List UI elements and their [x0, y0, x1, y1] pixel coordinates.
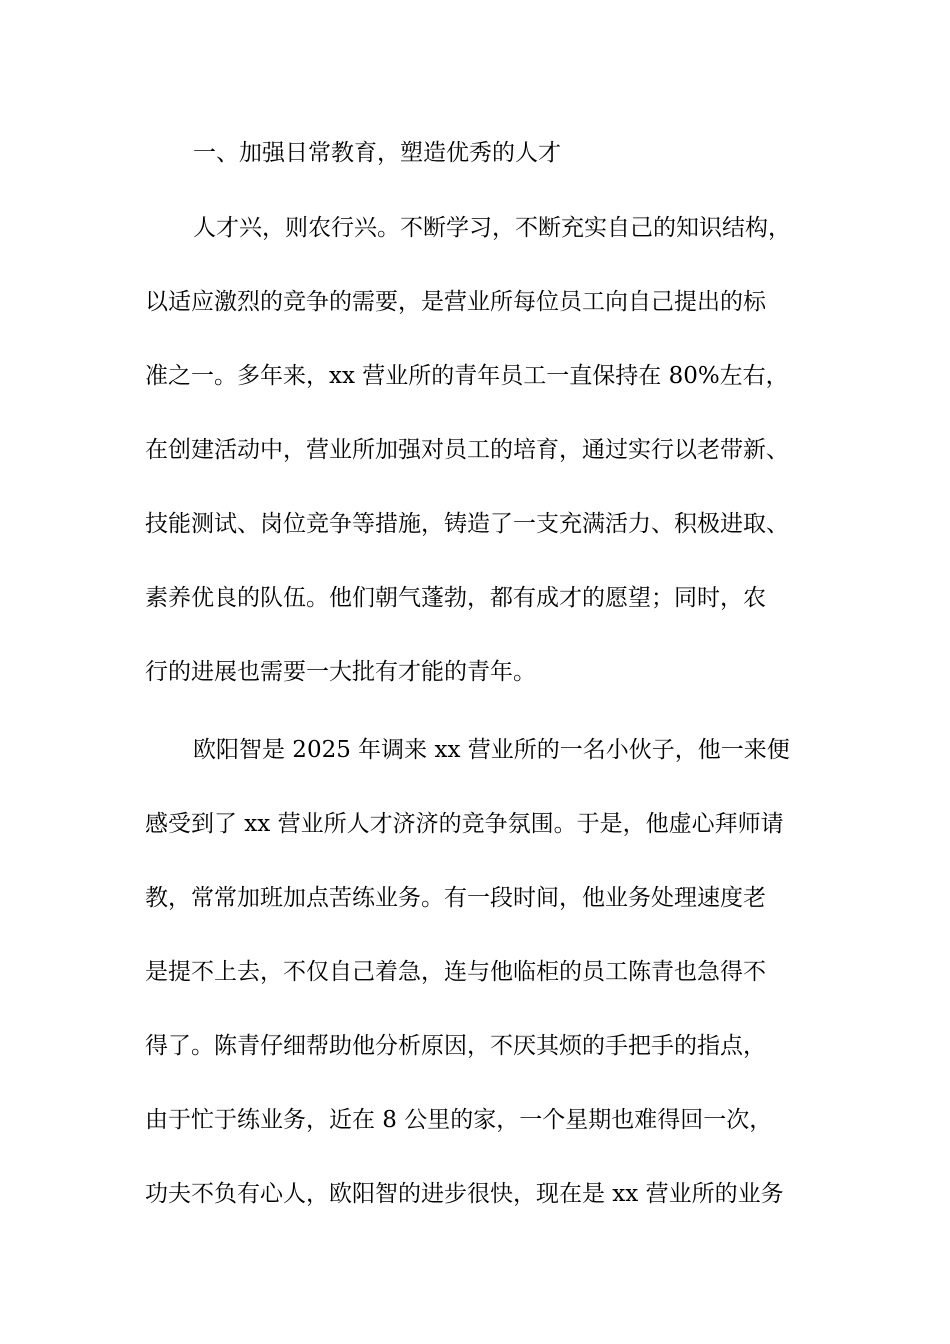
section-heading: 一、加强日常教育，塑造优秀的人才 [193, 140, 561, 166]
paragraph-line: 人才兴，则农行兴。不断学习，不断充实自己的知识结构， [193, 215, 791, 241]
paragraph-line: 教，常常加班加点苦练业务。有一段时间，他业务处理速度老 [145, 885, 766, 911]
paragraph-line: 感受到了 xx 营业所人才济济的竞争氛围。于是，他虚心拜师请 [145, 811, 784, 837]
paragraph-line: 由于忙于练业务，近在 8 公里的家，一个星期也难得回一次， [145, 1107, 773, 1133]
paragraph-line: 以适应激烈的竞争的需要，是营业所每位员工向自己提出的标 [145, 289, 766, 315]
paragraph-line: 欧阳智是 2025 年调来 xx 营业所的一名小伙子，他一来便 [193, 737, 790, 763]
paragraph-line: 素养优良的队伍。他们朝气蓬勃，都有成才的愿望；同时，农 [145, 585, 766, 611]
paragraph-line: 在创建活动中，营业所加强对员工的培育，通过实行以老带新、 [145, 437, 789, 463]
paragraph-line: 功夫不负有心人，欧阳智的进步很快，现在是 xx 营业所的业务 [145, 1181, 784, 1207]
paragraph-line: 得了。陈青仔细帮助他分析原因，不厌其烦的手把手的指点， [145, 1033, 766, 1059]
paragraph-line: 准之一。多年来，xx 营业所的青年员工一直保持在 80%左右， [145, 363, 789, 389]
paragraph-line: 技能测试、岗位竞争等措施，铸造了一支充满活力、积极进取、 [145, 511, 789, 537]
paragraph-line: 是提不上去，不仅自己着急，连与他临柜的员工陈青也急得不 [145, 959, 766, 985]
paragraph-line: 行的进展也需要一大批有才能的青年。 [145, 659, 536, 685]
